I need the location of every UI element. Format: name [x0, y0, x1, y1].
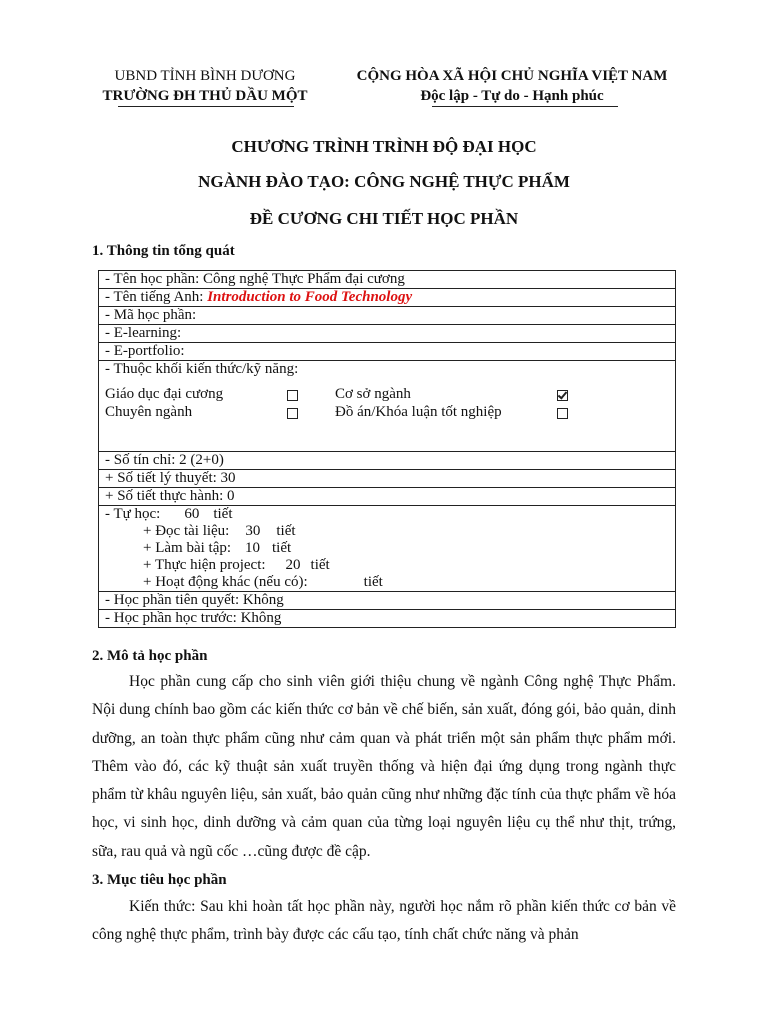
unit-label: tiết [310, 557, 330, 573]
theory-hours: + Số tiết lý thuyết: 30 [99, 470, 676, 488]
issuer-university: TRƯỜNG ĐH THỦ DẦU MỘT [102, 88, 308, 104]
practice-hours: + Số tiết thực hành: 0 [99, 488, 676, 506]
section-1-heading: 1. Thông tin tổng quát [92, 243, 235, 259]
checkbox-icon [557, 408, 568, 419]
self-study-total [105, 506, 669, 523]
national-motto-block [338, 66, 686, 106]
outline-title: ĐỀ CƯƠNG CHI TIẾT HỌC PHẦN [249, 209, 519, 228]
national-name: CỘNG HÒA XÃ HỘI CHỦ NGHĨA VIỆT NAM [356, 68, 668, 84]
issuer-underline [118, 106, 294, 107]
course-objectives: Kiến thức: Sau khi hoàn tất học phần này, người học nắm rõ phần kiến thức cơ bản về công nghệ thực phẩm, trình bày được các cấu tạo, tính chất chức năng và phản [92, 898, 676, 944]
unit-label: tiết [272, 540, 292, 556]
table-row [99, 343, 676, 361]
table-row [99, 610, 676, 628]
knowledge-block-cell [99, 361, 676, 452]
table-row [99, 271, 676, 289]
self-study-cell [99, 506, 676, 592]
section-2-heading: 2. Mô tả học phần [92, 648, 208, 664]
option-general-checkbox [287, 389, 298, 406]
english-name-cell [99, 289, 676, 307]
reading-hours [105, 523, 669, 540]
self-study-label: - Tự học: [105, 506, 161, 522]
eportfolio: - E-portfolio: [99, 343, 676, 361]
english-name-label: - Tên tiếng Anh: [105, 289, 208, 305]
project-hours [105, 557, 669, 574]
unit-label: tiết [276, 523, 296, 539]
project-label: + Thực hiện project: [143, 557, 266, 573]
major-title: NGÀNH ĐÀO TẠO: CÔNG NGHỆ THỰC PHẨM [198, 172, 570, 191]
knowledge-block-options [105, 386, 669, 442]
reading-label: + Đọc tài liệu: [143, 523, 230, 539]
project-value: 20 [285, 557, 301, 573]
course-name: - Tên học phần: Công nghệ Thực Phẩm đại cương [99, 271, 676, 289]
motto-underline [432, 106, 618, 107]
knowledge-block-label: - Thuộc khối kiến thức/kỹ năng: [105, 361, 299, 377]
table-row [99, 506, 676, 592]
table-row [99, 592, 676, 610]
option-general-label: Giáo dục đại cương [105, 386, 224, 402]
option-foundation-label: Cơ sở ngành [335, 386, 411, 402]
issuer-block [92, 66, 318, 106]
prior-course: - Học phần học trước: Không [99, 610, 676, 628]
table-row [99, 470, 676, 488]
course-description: Học phần cung cấp cho sinh viên giới thiệu chung về ngành Công nghệ Thực Phẩm. Nội dung chính bao gồm các kiến thức cơ bản về chế biến, sản xuất, đóng gói, bảo quản, dinh dưỡng, an toàn thực phẩm cũng như cảm quan và phát triển một sản phẩm thực phẩm mới. Thêm vào đó, các kỹ thuật sản xuất truyền thống và hiện đại ứng dụng trong ngành thực phẩm từ khâu nguyên liệu, sản xuất, bảo quản cũng như những đặc tính của thực phẩm về hóa học, vi sinh học, dinh dưỡng và cảm quan của từng loại nguyên liệu cụ thể như thịt, trứng, sữa, rau quả và ngũ cốc …cũng được đề cập. [92, 673, 676, 860]
elearning: - E-learning: [99, 325, 676, 343]
other-activity-hours [105, 574, 669, 591]
table-row [99, 488, 676, 506]
program-title: CHƯƠNG TRÌNH TRÌNH ĐỘ ĐẠI HỌC [231, 137, 537, 156]
general-info-table [98, 270, 676, 628]
issuer-province: UBND TỈNH BÌNH DƯƠNG [114, 68, 296, 84]
unit-label: tiết [213, 506, 233, 522]
exercise-label: + Làm bài tập: [143, 540, 232, 556]
table-row [99, 307, 676, 325]
exercise-hours [105, 540, 669, 557]
option-specialized-label: Chuyên ngành [105, 404, 193, 420]
exercise-value: 10 [245, 540, 261, 556]
other-activity-label: + Hoạt động khác (nếu có): [143, 574, 308, 590]
section-3-heading: 3. Mục tiêu học phần [92, 872, 227, 888]
self-study-value: 60 [184, 506, 200, 522]
option-thesis-label: Đồ án/Khóa luận tốt nghiệp [335, 404, 502, 420]
table-row [99, 325, 676, 343]
table-row [99, 289, 676, 307]
unit-label: tiết [363, 574, 383, 590]
reading-value: 30 [245, 523, 261, 539]
checkbox-icon [287, 408, 298, 419]
option-foundation-checkbox [557, 389, 568, 406]
course-code: - Mã học phần: [99, 307, 676, 325]
table-row [99, 452, 676, 470]
prerequisite: - Học phần tiên quyết: Không [99, 592, 676, 610]
checkbox-icon [287, 390, 298, 401]
national-motto: Độc lập - Tự do - Hạnh phúc [420, 88, 604, 104]
table-row [99, 361, 676, 452]
checked-checkbox-icon [557, 390, 568, 401]
option-specialized-checkbox [287, 407, 298, 424]
option-thesis-checkbox [557, 407, 568, 424]
english-name-value: Introduction to Food Technology [207, 289, 413, 305]
credits: - Số tín chỉ: 2 (2+0) [99, 452, 676, 470]
